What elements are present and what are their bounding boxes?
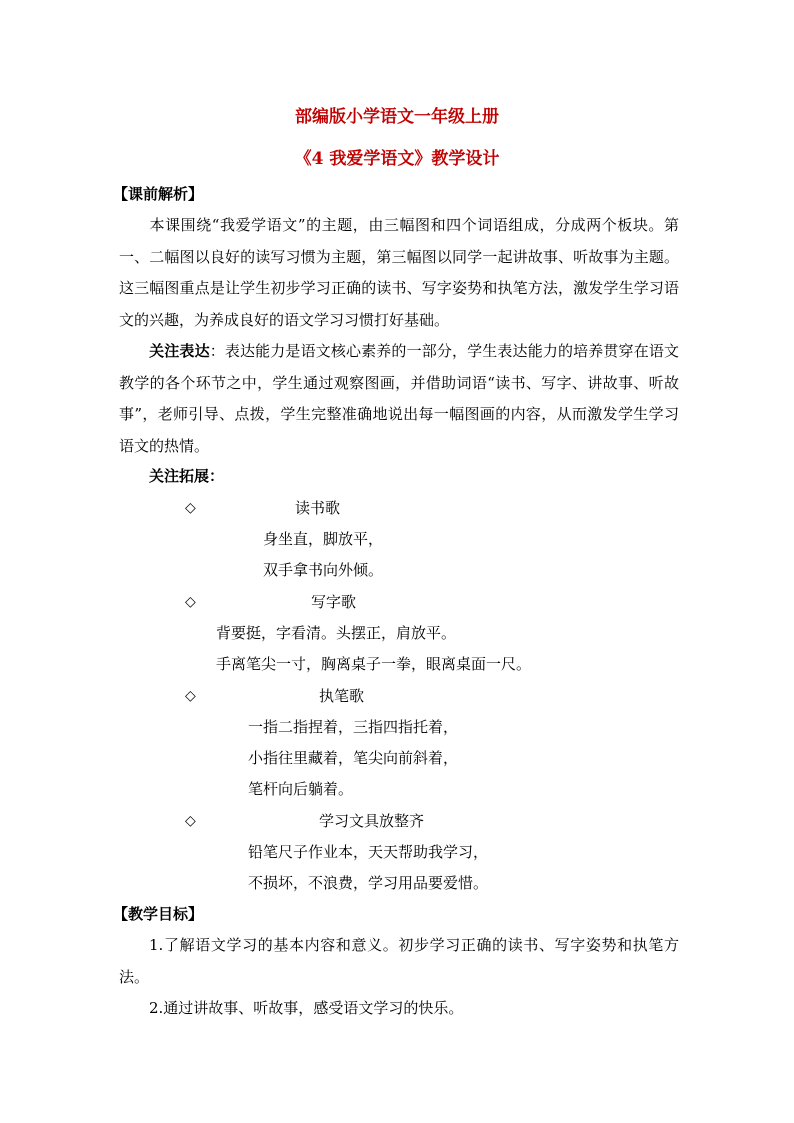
- diamond-bullet-icon: ◇: [185, 500, 196, 516]
- diamond-bullet-icon: ◇: [185, 813, 196, 829]
- focus-expression-text: ：表达能力是语文核心素养的一部分，学生表达能力的培养贯穿在语文教学的各个环节之中，学生通过观察图画，并借助词语“读书、写字、讲故事、听故事”，老师引导、点拨，学生完整准确地说出每一幅图画的内容，从而激发学生学习语文的热情。: [119, 342, 679, 455]
- song-line: 双手拿书向外倾。: [263, 561, 384, 579]
- song-line: 不损坏，不浪费，学习用品要爱惜。: [248, 874, 489, 892]
- song-line: 笔杆向后躺着。: [248, 780, 354, 798]
- teaching-goal-1: [119, 930, 679, 993]
- song-line: 身坐直，脚放平，: [263, 530, 384, 548]
- diamond-bullet-icon: ◇: [185, 688, 196, 704]
- focus-expand-label: 关注拓展：: [149, 467, 225, 485]
- pre-analysis-text: 本课围绕“我爱学语文”的主题，由三幅图和四个词语组成，分成两个板块。第一、二幅图以良好的读写习惯为主题，第三幅图以同学一起讲故事、听故事为主题。这三幅图重点是让学生初步学习正确的读书、写字姿势和执笔方法，激发学生学习语文的兴趣，为养成良好的语文学习习惯打好基础。: [119, 216, 679, 329]
- focus-expression-label: 关注表达: [149, 342, 210, 360]
- diamond-bullet-icon: ◇: [185, 594, 196, 610]
- document-title: 部编版小学语文一年级上册: [295, 107, 499, 127]
- song-line: 手离笔尖一寸，胸离桌子一拳，眼离桌面一尺。: [216, 655, 532, 673]
- section-heading-teaching-goals: 【教学目标】: [113, 905, 204, 923]
- pre-analysis-paragraph: [119, 210, 679, 336]
- teaching-goal-1-text: 1.了解语文学习的基本内容和意义。初步学习正确的读书、写字姿势和执笔方法。: [119, 936, 679, 986]
- song-line: 背要挺，字看清。头摆正，肩放平。: [216, 624, 457, 642]
- song-title-stationery: 学习文具放整齐: [319, 812, 425, 830]
- song-line: 小指往里藏着，笔尖向前斜着，: [248, 749, 459, 767]
- focus-expression-paragraph: [119, 336, 679, 462]
- song-title-reading: 读书歌: [295, 499, 341, 517]
- teaching-goal-2-text: 2.通过讲故事、听故事，感受语文学习的快乐。: [149, 999, 464, 1017]
- teaching-goal-2: [119, 993, 679, 1025]
- document-subtitle: 《4 我爱学语文》教学设计: [294, 149, 500, 169]
- song-title-writing: 写字歌: [311, 593, 357, 611]
- song-line: 一指二指捏着，三指四指托着，: [248, 718, 459, 736]
- section-heading-pre-analysis: 【课前解析】: [113, 185, 204, 203]
- song-title-pen-holding: 执笔歌: [319, 687, 365, 705]
- song-line: 铅笔尺子作业本，天天帮助我学习，: [248, 843, 489, 861]
